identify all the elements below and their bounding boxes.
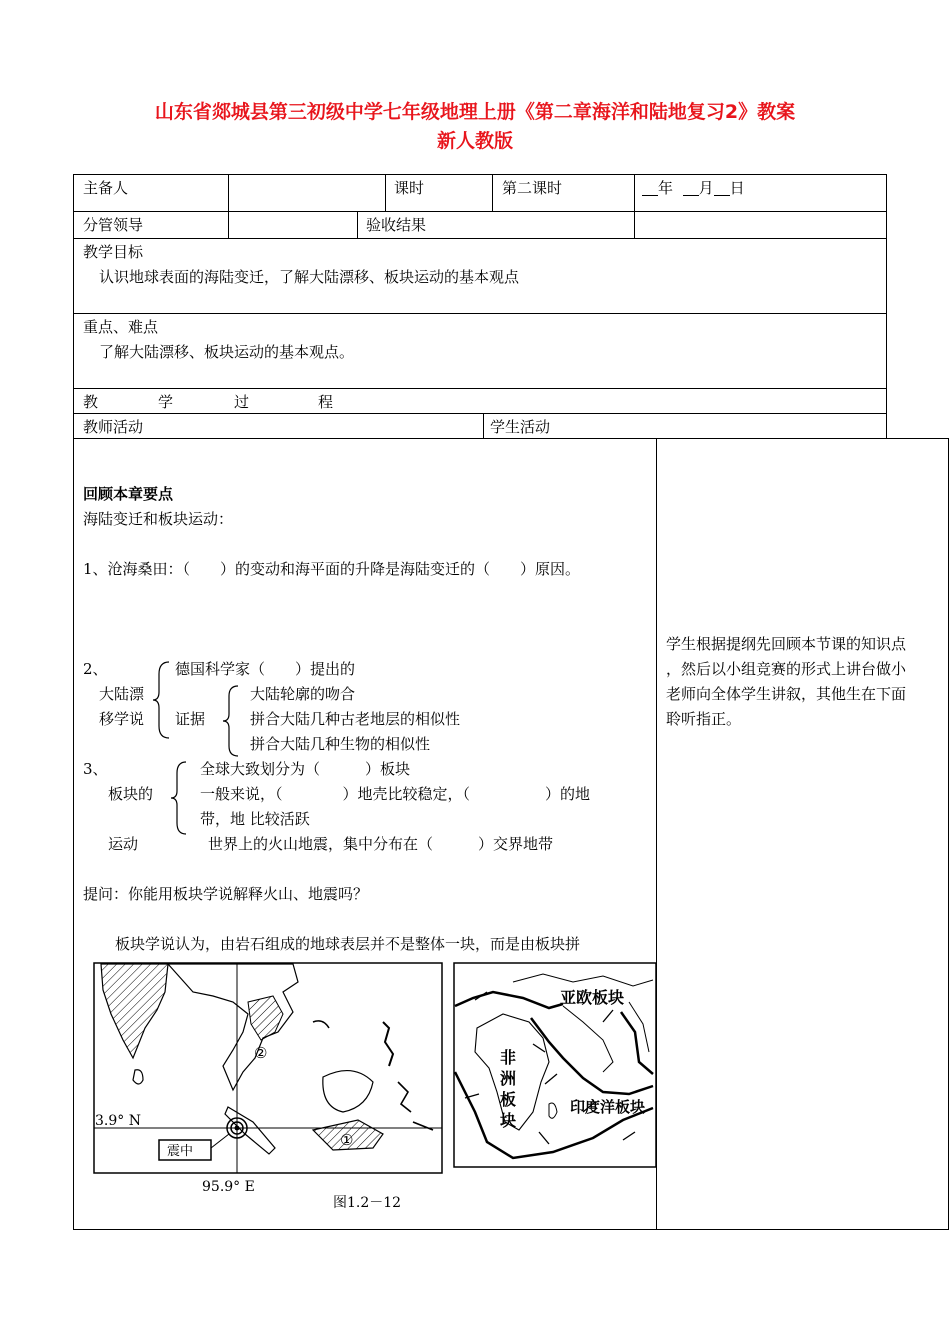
q2-evidence-brace xyxy=(222,684,242,758)
process-char-2: 学 xyxy=(158,393,174,411)
eurasian-plate-label: 亚欧板块 xyxy=(560,988,625,1007)
goal-text: 认识地球表面的海陆变迁，了解大陆漂移、板块运动的基本观点 xyxy=(99,268,520,286)
epicenter-label: 震中 xyxy=(167,1144,194,1159)
date-month: 月 xyxy=(698,179,714,197)
review-subheading: 海陆变迁和板块运动： xyxy=(83,510,234,528)
period-value: 第二课时 xyxy=(502,179,563,197)
student-activity-line3: 老师向全体学生讲叙，其他生在下面 xyxy=(666,685,907,703)
q3-number: 3、 xyxy=(83,760,108,778)
q2-evidence-1: 大陆轮廓的吻合 xyxy=(250,685,356,703)
question-1: 1、沧海桑田：（ ）的变动和海平面的升降是海陆变迁的（ ）原因。 xyxy=(83,560,581,578)
document-title-line2: 新人教版 xyxy=(436,130,513,152)
figure-caption: 图1.2－12 xyxy=(333,1195,402,1211)
date-year: 年 xyxy=(658,179,674,197)
check-label: 验收结果 xyxy=(366,216,427,234)
region-2-label: ② xyxy=(254,1044,268,1062)
document-title-line1: 山东省郯城县第三初级中学七年级地理上册《第二章海洋和陆地复习2》教案 xyxy=(154,101,796,123)
student-activity-line2: ，然后以小组竞赛的形式上讲台做小 xyxy=(666,660,907,678)
q2-evidence-3: 拼合大陆几种生物的相似性 xyxy=(250,735,431,753)
q3-label-line2: 运动 xyxy=(108,835,139,853)
preparer-label: 主备人 xyxy=(83,179,129,197)
african-plate-label-2: 洲 xyxy=(500,1069,517,1088)
q2-scientist: 德国科学家（ ）提出的 xyxy=(175,660,356,678)
earthquake-map xyxy=(93,962,443,1174)
q2-evidence-label: 证据 xyxy=(175,710,206,728)
q3-volcano-earthquake: 世界上的火山地震，集中分布在（ ）交界地带 xyxy=(208,835,554,853)
date-field xyxy=(642,181,745,196)
q2-evidence-2: 拼合大陆几种古老地层的相似性 xyxy=(250,710,461,728)
key-text: 了解大陆漂移、板块运动的基本观点。 xyxy=(99,343,355,361)
plates-map xyxy=(453,962,656,1168)
process-char-1: 教 xyxy=(83,393,99,411)
period-label: 课时 xyxy=(394,179,425,197)
key-label: 重点、难点 xyxy=(83,318,159,336)
q2-label-line2: 移学说 xyxy=(99,710,145,728)
discussion-answer: 板块学说认为，由岩石组成的地球表层并不是整体一块，而是由板块拼 xyxy=(115,935,581,953)
q3-label-line1: 板块的 xyxy=(108,785,154,803)
q3-stability: 一般来说，（ ）地壳比较稳定，（ ）的地 xyxy=(200,785,591,803)
q3-brace xyxy=(170,760,190,836)
longitude-label: 95.9° E xyxy=(202,1179,255,1195)
q3-plates-count: 全球大致划分为（ ）板块 xyxy=(200,760,411,778)
review-heading: 回顾本章要点 xyxy=(83,485,174,503)
date-day: 日 xyxy=(729,179,745,197)
student-activity-line4: 聆听指正。 xyxy=(666,710,742,728)
q2-number: 2、 xyxy=(83,660,108,678)
region-1-label: ① xyxy=(340,1131,354,1149)
student-activity-header: 学生活动 xyxy=(490,418,551,436)
indian-plate-label: 印度洋板块 xyxy=(570,1098,646,1116)
teacher-activity-header: 教师活动 xyxy=(83,418,144,436)
q2-brace xyxy=(153,660,173,740)
discussion-question: 提问：你能用板块学说解释火山、地震吗？ xyxy=(83,885,369,903)
latitude-label: 3.9° N xyxy=(95,1113,141,1129)
process-char-3: 过 xyxy=(234,393,250,411)
q3-stability-cont: 带，地 比较活跃 xyxy=(200,810,310,828)
goal-label: 教学目标 xyxy=(83,243,144,261)
q2-label-line1: 大陆漂 xyxy=(99,685,145,703)
african-plate-label-1: 非 xyxy=(500,1048,517,1067)
process-char-4: 程 xyxy=(318,393,334,411)
african-plate-label-4: 块 xyxy=(500,1111,517,1130)
student-activity-line1: 学生根据提纲先回顾本节课的知识点 xyxy=(666,635,907,653)
african-plate-label-3: 板 xyxy=(500,1090,517,1109)
leader-label: 分管领导 xyxy=(83,216,144,234)
